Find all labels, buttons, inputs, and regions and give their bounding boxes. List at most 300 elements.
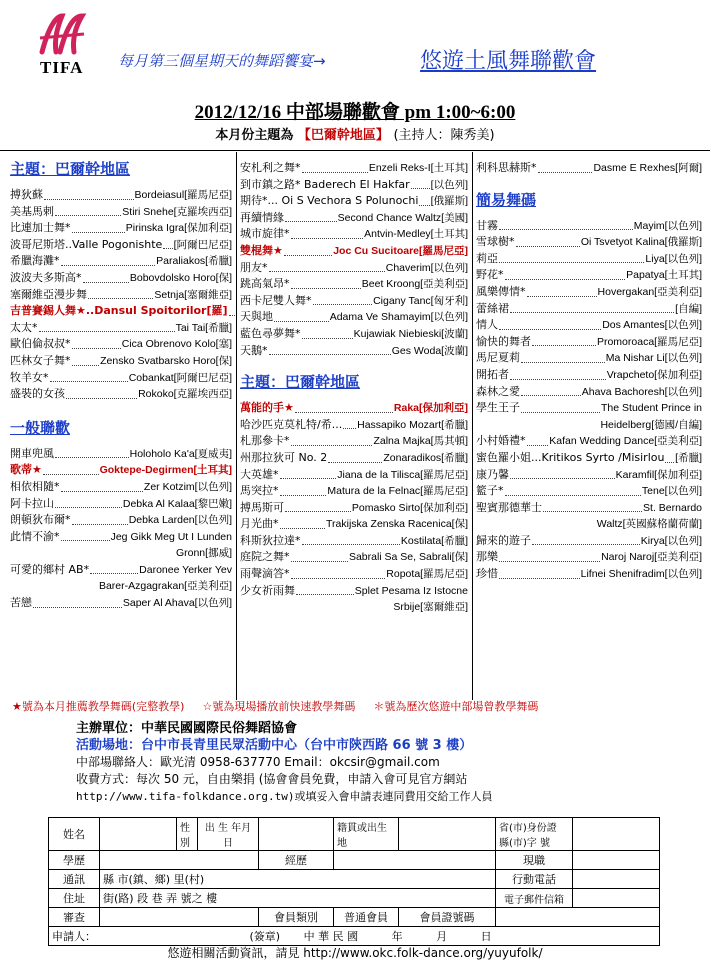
dance-item — [476, 234, 702, 251]
theme-prefix: 本月份主題為 — [215, 128, 294, 143]
dance-item — [476, 160, 702, 177]
continuation: Barer-Azgagrakan[亞美利亞] — [98, 580, 232, 593]
dance-name: 希臘海灘* — [10, 254, 60, 268]
dot-leader — [229, 303, 235, 316]
dance-item — [240, 226, 468, 243]
dance-name: 小村婚禮* — [476, 434, 526, 448]
dance-item — [476, 450, 702, 467]
dance-item — [476, 500, 702, 517]
dance-item — [10, 462, 232, 479]
dance-title: Jeg Gikk Meg Ut I Lunden — [110, 530, 232, 543]
dot-leader — [66, 386, 137, 399]
dance-title: Stiri Snehe[克羅埃西亞] — [122, 205, 232, 218]
form-label: 省(市)身份證 縣(市)字 號 — [496, 818, 573, 851]
form-row — [49, 927, 660, 946]
dance-name: 朋友* — [240, 260, 268, 274]
dance-title: Zer Kotzim[以色列] — [143, 480, 232, 493]
dance-title: Holoholo Ka'a[夏威夷] — [129, 447, 232, 460]
dance-title: Zensko Svatbarsko Horo[保] — [100, 354, 232, 367]
dance-title: Hassapiko Mozart[希臘] — [357, 418, 468, 431]
dot-leader — [72, 336, 121, 349]
dance-title: Kujawiak Niebieski[波蘭] — [353, 327, 468, 340]
dot-leader — [538, 160, 593, 173]
contact: 中部場聯絡人：歐光清 0958-637770 Email：okcsir@gmail.com — [76, 755, 440, 769]
dot-leader — [521, 384, 581, 397]
dot-leader — [328, 450, 382, 463]
dance-name: 那樂 — [476, 550, 498, 564]
dot-leader — [285, 210, 337, 223]
banner-right: 悠遊土風舞聯歡會 — [420, 49, 597, 74]
dance-title: Jiana de la Tilisca[羅馬尼亞] — [337, 468, 468, 481]
dance-title: Oi Tsvetyot Kalina[俄羅斯] — [580, 236, 702, 249]
dance-title: Sabrali Sa Se, Sabrali[保] — [348, 551, 468, 564]
dance-title: Pomasko Sirto[保加利亞] — [351, 501, 468, 514]
dance-item — [240, 583, 468, 600]
dance-title: Dos Amantes[以色列] — [602, 319, 702, 332]
dance-name: 雨聲滴答* — [240, 567, 290, 581]
dance-title: Pirinska Igra[保加利亞] — [125, 222, 232, 235]
dance-name: 搏狄蘇 — [10, 188, 43, 201]
form-field[interactable] — [399, 818, 496, 851]
dance-name: 天與地 — [240, 310, 273, 324]
dance-item — [10, 187, 232, 204]
column-divider — [236, 152, 237, 700]
dot-leader — [291, 276, 361, 289]
dance-item — [476, 433, 702, 450]
dance-title: Matura de la Felnac[羅馬尼亞] — [327, 485, 468, 498]
dance-name: 牧羊女* — [10, 370, 49, 384]
dot-leader — [499, 218, 633, 231]
dance-name: 相依相隨* — [10, 479, 60, 493]
dance-item — [476, 334, 702, 351]
form-field[interactable] — [573, 889, 660, 908]
continuation: Heidelberg[德國/自編] — [600, 418, 702, 431]
form-row — [49, 908, 660, 927]
continuation: Gronn[挪威] — [175, 547, 232, 560]
dance-name: 此情不渝* — [10, 529, 60, 543]
dance-title: Raka[保加利亞] — [393, 402, 468, 415]
dot-leader — [665, 450, 674, 463]
dance-name: 阿卡拉山 — [10, 496, 54, 510]
dance-name: 歸來的遊子 — [476, 533, 531, 547]
form-row — [49, 818, 660, 851]
continuation: Waltz[英國蘇格蘭荷蘭] — [596, 518, 702, 531]
dance-title: Cigany Tanc[匈牙利] — [373, 294, 468, 307]
dot-leader — [39, 320, 175, 333]
dance-name: 盛裝的女孩 — [10, 387, 65, 401]
event-info — [76, 720, 696, 805]
dance-title: Cobankat[阿爾巴尼亞] — [128, 371, 232, 384]
dot-leader — [291, 566, 386, 579]
dot-leader — [411, 177, 430, 190]
form-field[interactable] — [573, 851, 660, 870]
dance-title: [希臘] — [675, 451, 702, 464]
dance-item — [240, 450, 468, 467]
dot-leader — [61, 529, 110, 542]
fee: 收費方式：每次 50 元，自由樂捐 (協會會員免費，申請入會可見官方網站 — [76, 772, 468, 786]
dot-leader — [295, 400, 393, 413]
dot-leader — [55, 446, 129, 459]
form-label: 籍貫或出生地 — [334, 818, 399, 851]
column-divider — [472, 152, 473, 700]
continuation: Srbije[塞爾維亞] — [393, 601, 468, 614]
dance-item — [10, 204, 232, 221]
dance-name: 波哥尼斯塔..Valle Pogonishte — [10, 237, 163, 251]
dance-item — [10, 270, 232, 287]
tifa-logo-icon — [36, 12, 88, 56]
dance-title: Kirya[以色列] — [640, 534, 702, 547]
dance-item — [10, 496, 232, 513]
dance-name: 大英雄* — [240, 467, 279, 481]
website-note: http://www.tifa-folkdance.org.tw)或填妥入會申請表連同費用交給工作人員 — [76, 790, 493, 803]
form-row — [49, 851, 660, 870]
footer: 悠遊相關活動資訊，請見 http://www.okc.folk-dance.org/yuyufolk/ — [167, 946, 543, 960]
form-field[interactable] — [573, 870, 660, 889]
dance-item — [476, 400, 702, 417]
dance-name: 愉快的舞者 — [476, 334, 531, 348]
form-label: 通訊 — [49, 870, 100, 889]
dance-name: 風樂傳情* — [476, 284, 526, 298]
dance-name: 科斯狄拉達* — [240, 533, 301, 547]
dance-item — [476, 467, 702, 484]
dance-name: 籃子* — [476, 484, 504, 498]
dot-leader — [313, 293, 373, 306]
logo-text: TIFA — [40, 58, 84, 77]
dance-title: Lifnei Shenifradim[以色列] — [580, 568, 702, 581]
dance-item — [240, 533, 468, 550]
dance-name: 美基馬剌 — [10, 204, 54, 218]
dance-title: Chaverim[以色列] — [385, 261, 468, 274]
theme-name: 【巴爾幹地區】 — [297, 128, 389, 143]
dance-title: Enzeli Reks-I[土耳其] — [368, 162, 468, 174]
form-field[interactable] — [334, 851, 496, 870]
legend-asterisk: ＊號為歷次悠遊中部場曾教學舞碼 — [373, 700, 539, 713]
dance-title: Bordeiasul[羅馬尼亞] — [134, 189, 232, 201]
dance-item — [240, 210, 468, 227]
dot-leader — [302, 326, 353, 339]
dance-name: 馬尼夏莉 — [476, 351, 520, 365]
dot-leader — [291, 226, 364, 239]
dot-leader — [532, 334, 596, 347]
dance-name: 比連加士舞* — [10, 221, 71, 235]
dance-name: 庭院之舞* — [240, 550, 290, 564]
section-easy-dances: 簡易舞碼 — [476, 190, 537, 209]
dance-item — [10, 287, 232, 304]
dance-item — [476, 549, 702, 566]
dance-name: 利科思赫斯* — [476, 161, 537, 174]
dance-name: 匹林女子舞* — [10, 353, 71, 367]
form-field[interactable] — [100, 851, 259, 870]
dance-item — [240, 516, 468, 533]
dance-name: 再續情緣 — [240, 210, 284, 224]
dance-title: Liya[以色列] — [645, 252, 702, 265]
dance-item — [476, 367, 702, 384]
dance-item: 苦戀 Saper Al Ahava[以色列] — [10, 596, 232, 610]
dance-title: Trakijska Zenska Racenica[保] — [326, 518, 468, 531]
dance-item — [476, 284, 702, 301]
dance-item — [10, 303, 232, 320]
dance-title: Promoroaca[羅馬尼亞] — [596, 335, 702, 348]
dance-name: 馬突拉* — [240, 484, 279, 498]
dance-title: Kostilata[希臘] — [400, 534, 468, 547]
dot-leader — [532, 533, 640, 546]
dot-leader — [163, 237, 172, 250]
dance-name: 跳高氣昂* — [240, 277, 290, 291]
dance-item — [240, 417, 468, 434]
dance-item — [240, 549, 468, 566]
dance-title: Mayim[以色列] — [633, 219, 702, 232]
legend-star: ★號為本月推薦教學舞碼(完整教學) — [12, 700, 185, 713]
dance-item — [10, 386, 232, 403]
dance-name: 雪球樹* — [476, 235, 515, 249]
dot-leader — [72, 220, 125, 233]
dance-name: 學生王子 — [476, 401, 520, 415]
dance-name: 少女祈雨舞 — [240, 583, 295, 597]
dance-title: Karamfil[保加利亞] — [615, 468, 702, 481]
dot-leader — [61, 253, 156, 266]
dance-item — [240, 160, 468, 177]
dot-leader — [285, 500, 351, 513]
dance-name: 藍色尋夢舞* — [240, 326, 301, 340]
dot-leader — [280, 483, 327, 496]
dance-title: Second Chance Waltz[美國] — [337, 211, 468, 224]
dance-item — [476, 483, 702, 500]
dot-leader — [72, 353, 100, 366]
legend-hollow-star: ☆號為現場播放前快速教學舞碼 — [202, 700, 356, 713]
dance-name: 歌蒂★ — [10, 463, 42, 477]
dance-item — [240, 483, 468, 500]
dance-title: The Student Prince in — [601, 402, 702, 415]
dot-leader — [83, 270, 129, 283]
dance-name: 雙棍舞★ — [240, 243, 283, 257]
dance-name: 聖賓那德華士 — [476, 500, 542, 514]
dot-leader — [280, 467, 337, 480]
dance-item — [476, 566, 702, 583]
section-theme-balkan-2: 主題：巴爾幹地區 — [240, 373, 361, 392]
dance-item — [240, 500, 468, 517]
form-row — [49, 889, 660, 908]
dot-leader — [280, 516, 326, 529]
event-title: 2012/12/16 中部場聯歡會 pm 1:00~6:00 — [194, 102, 516, 123]
dot-leader — [543, 500, 642, 513]
dance-title: Rokoko[克羅埃西亞] — [138, 388, 232, 401]
dance-name: 州那拉狄可 No. 2 — [240, 450, 328, 464]
dance-name: 甘霧 — [476, 218, 498, 232]
dance-item — [476, 267, 702, 284]
dance-item — [240, 467, 468, 484]
dot-leader — [284, 243, 332, 256]
dance-title: Tene[以色列] — [641, 485, 702, 498]
dance-name: 到市鎮之路* Baderech El Hakfar — [240, 177, 410, 191]
dance-name: 吉普賽錫人舞★..Dansul Spoitorilor[羅] — [10, 304, 228, 318]
form-label: 會員證號碼 — [399, 908, 496, 927]
dance-name: 森林之愛 — [476, 384, 520, 398]
dance-item — [10, 446, 232, 463]
dance-name: 太太* — [10, 320, 38, 334]
dance-title: Goktepe-Degirmen[土耳其] — [99, 464, 232, 477]
banner-left: 每月第三個星期天的舞蹈饗宴→ — [118, 52, 326, 70]
form-label: 學歷 — [49, 851, 100, 870]
dance-item — [476, 384, 702, 401]
dance-title: Debka Larden[以色列] — [128, 514, 232, 527]
dance-item — [10, 479, 232, 496]
dot-leader — [499, 317, 601, 330]
dance-title: Paraliakos[希臘] — [156, 255, 232, 268]
dot-leader — [43, 462, 99, 475]
dance-name: 朗頓狄布爾* — [10, 513, 71, 527]
dance-title: Beet Kroong[亞美利亞] — [361, 278, 468, 291]
dot-leader — [44, 187, 134, 200]
dance-item — [10, 320, 232, 337]
dance-title: Ahava Bachoresh[以色列] — [581, 385, 702, 398]
dance-name: 安札利之舞* — [240, 161, 301, 174]
dot-leader — [50, 370, 128, 383]
dance-name: 月光曲* — [240, 517, 279, 531]
dance-item — [240, 343, 468, 360]
dot-leader — [72, 512, 128, 525]
header-rule — [0, 150, 710, 151]
dot-leader — [302, 533, 400, 546]
dance-title: Papatya[土耳其] — [626, 269, 702, 282]
dot-leader — [516, 234, 580, 247]
dance-item — [10, 336, 232, 353]
organizer: 主辦單位：中華民國國際民俗舞蹈協會 — [76, 721, 298, 736]
dance-name: 期待*... Oi S Vechora S Polunochi — [240, 194, 419, 208]
dance-title: Ma Nishar Li[以色列] — [605, 352, 702, 365]
venue: 活動場地：台中市長青里民眾活動中心（台中市陝西路 66 號 3 樓） — [76, 738, 473, 753]
form-field[interactable] — [100, 908, 259, 927]
dance-name: 開車兜風 — [10, 446, 54, 460]
dance-name: 開拓者 — [476, 367, 509, 381]
dot-leader — [510, 367, 606, 380]
dance-title: St. Bernardo — [643, 501, 702, 514]
dance-title: Hovergakan[亞美利亞] — [597, 285, 702, 298]
dance-name: 天鵝* — [240, 343, 268, 357]
form-field[interactable]: 街(路) 段 巷 弄 號之 樓 — [100, 889, 496, 908]
dance-item — [10, 253, 232, 270]
theme-host: (主持人：陳秀美) — [393, 128, 495, 143]
form-label: 姓名 — [49, 818, 100, 851]
theme-line — [0, 124, 710, 143]
dot-leader — [510, 467, 615, 480]
dance-name: 蜜色羅小姐...Kritikos Syrto /Misirlou — [476, 450, 665, 464]
dance-name: 情人 — [476, 318, 498, 332]
dance-title: Joc Cu Sucitoare[羅馬尼亞] — [333, 244, 468, 257]
dot-leader — [521, 400, 600, 413]
dot-leader — [296, 583, 354, 596]
dance-item — [10, 529, 232, 546]
dot-leader — [55, 204, 121, 217]
dance-item — [240, 177, 468, 194]
dance-item — [476, 301, 702, 318]
dance-title: Cica Obrenovo Kolo[塞] — [121, 338, 232, 351]
dance-item — [240, 326, 468, 343]
dance-name: 珍惜 — [476, 567, 498, 581]
dance-item — [240, 293, 468, 310]
dance-item — [240, 243, 468, 260]
dance-title: [俄羅斯] — [430, 195, 468, 208]
legend — [12, 698, 702, 714]
dance-title: Ropota[羅馬尼亞] — [386, 568, 468, 581]
dance-title: Zonaradikos[希臘] — [383, 451, 468, 464]
dot-leader — [521, 350, 605, 363]
section-general: 一般聯歡 — [10, 418, 71, 437]
dance-item — [476, 218, 702, 235]
form-label: 審查 — [49, 908, 100, 927]
dot-leader — [274, 309, 329, 322]
dance-item — [10, 512, 232, 529]
dance-name: 蕾絲裙 — [476, 301, 509, 315]
dance-title: Kafan Wedding Dance[亞美利亞] — [549, 435, 702, 448]
section-theme-balkan: 主題：巴爾幹地區 — [10, 160, 131, 178]
dot-leader — [88, 287, 153, 300]
column-3 — [476, 160, 702, 698]
dance-name: 萬能的手★ — [240, 401, 294, 415]
dance-title: Debka Al Kalaa[黎巴嫩] — [122, 497, 232, 510]
dance-title: Setnja[塞爾維亞] — [154, 288, 232, 301]
dance-title: Splet Pesama Iz Istocne — [354, 584, 468, 597]
dot-leader — [510, 301, 674, 314]
dot-leader — [269, 260, 385, 273]
dance-title: Tai Tai[希臘] — [175, 321, 232, 334]
form-field[interactable]: 縣 市(鎮、鄉) 里(村) — [100, 870, 496, 889]
dance-item — [240, 276, 468, 293]
dance-name: 西卡尼雙人舞* — [240, 293, 312, 307]
form-field[interactable] — [573, 818, 660, 851]
dance-title: Naroj Naroj[亞美利亞] — [601, 551, 702, 564]
dance-item — [240, 400, 468, 417]
form-label: 行動電話 — [496, 870, 573, 889]
dance-item — [476, 350, 702, 367]
dance-item — [10, 237, 232, 254]
dot-leader — [343, 417, 356, 430]
dance-name: 搏馬斯可 — [240, 500, 284, 514]
column-1 — [10, 152, 232, 698]
dance-item — [10, 370, 232, 387]
dance-item — [240, 566, 468, 583]
dance-name: 哈沙匹克莫札特/希... — [240, 417, 343, 431]
dance-name: 城市旋律* — [240, 227, 290, 241]
application-form — [48, 817, 660, 946]
dot-leader — [291, 433, 373, 446]
dance-name: 札那參卡* — [240, 434, 290, 448]
dance-item — [476, 251, 702, 268]
form-label: 現職 — [496, 851, 573, 870]
column-2 — [240, 160, 468, 698]
form-row — [49, 870, 660, 889]
dance-name: 莉亞 — [476, 251, 498, 265]
dot-leader — [505, 267, 626, 280]
dance-item — [10, 220, 232, 237]
form-label: 性別 — [177, 818, 198, 851]
dance-title: Vrapcheto[保加利亞] — [606, 368, 702, 381]
form-field[interactable] — [259, 818, 334, 851]
form-label: 會員類別 — [259, 908, 334, 927]
form-field[interactable] — [100, 818, 177, 851]
dance-name: 野花* — [476, 268, 504, 282]
dot-leader — [527, 284, 597, 297]
dot-leader — [527, 433, 549, 446]
dot-leader — [499, 549, 600, 562]
dance-name: 歐伯倫叔叔* — [10, 337, 71, 351]
form-label: 普通會員 — [334, 908, 399, 927]
form-signature-row[interactable]: 申請人： (簽章) 中 華 民 國 年 月 日 — [49, 927, 660, 946]
dance-item — [476, 317, 702, 334]
form-field[interactable] — [496, 908, 660, 927]
form-label: 經歷 — [259, 851, 334, 870]
dance-title: Bobovdolsko Horo[保] — [129, 271, 232, 284]
dance-item — [240, 260, 468, 277]
